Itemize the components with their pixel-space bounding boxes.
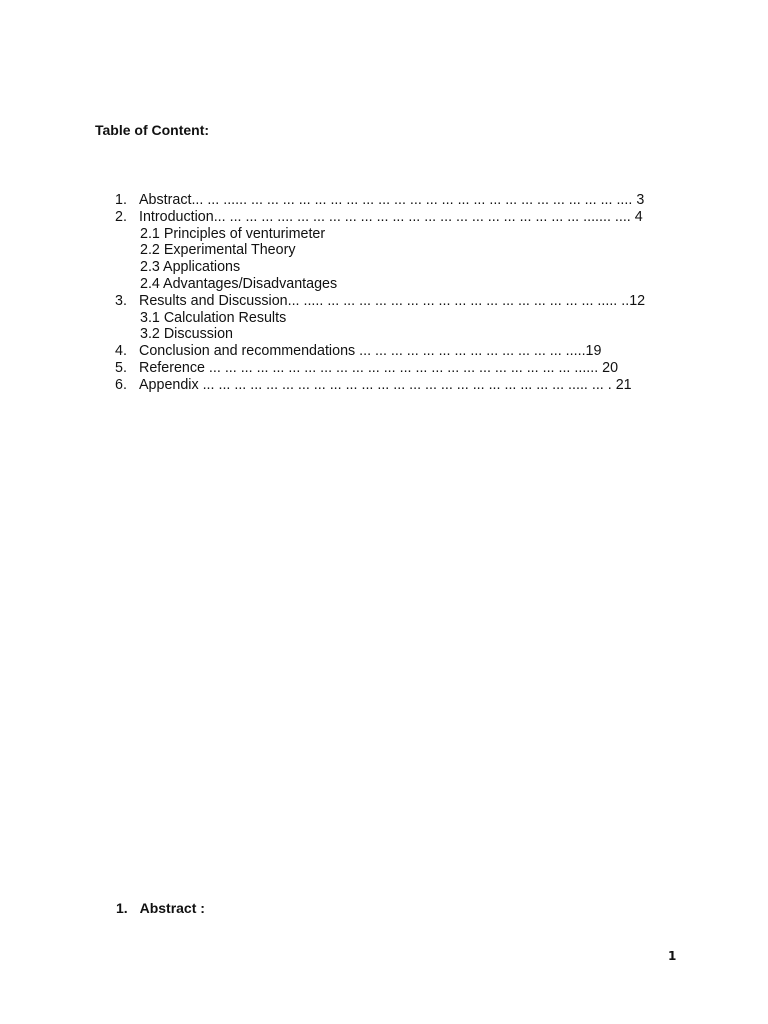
toc-subentry-text: 2.4 Advantages/Disadvantages (140, 275, 338, 292)
section-title: Abstract : (139, 900, 205, 916)
toc-entry-appendix (115, 377, 635, 394)
toc-entry-text: Reference ... ... ... ... ... ... ... ... ... ... ... ... ... ... ... ... ... ... ... ... ... ... ... ...... 20 (139, 359, 619, 376)
toc-entry-number: 2. (115, 208, 127, 225)
toc-entry-text: Abstract... ... ...... ... ... ... ... ... ... ... ... ... ... ... ... ... ... ... ... ... ... ... ... ... ... ... .... 3 (139, 192, 645, 208)
section-heading-abstract (116, 900, 205, 916)
toc-subentry (115, 226, 635, 243)
toc-subentry-text: 3.1 Calculation Results (140, 309, 287, 326)
toc-title: Table of Content: (95, 122, 210, 138)
toc-subentry (115, 310, 635, 327)
toc-subentry (115, 242, 635, 259)
toc-entry-results (115, 292, 646, 310)
toc-entry-text: Introduction... ... ... ... .... ... ... ... ... ... ... ... ... ... ... ... ... ... ... ... ... ... ... ....... .... 4 (139, 208, 643, 225)
toc-entry-reference (115, 360, 635, 377)
toc-entry-number: 4. (115, 343, 127, 360)
toc-subentry-text: 3.2 Discussion (140, 326, 233, 343)
toc-entry-number: 3. (115, 292, 127, 309)
toc-entry-number: 6. (115, 376, 127, 393)
toc-subentry (115, 276, 635, 293)
toc-subentry-text: 2.3 Applications (140, 259, 241, 276)
section-number: 1. (116, 900, 128, 916)
toc-subentry-text: 2.1 Principles of venturimeter (140, 225, 326, 242)
toc-subentry-text: 2.2 Experimental Theory (140, 242, 296, 259)
page-number: 1 (668, 949, 677, 963)
toc-entry-text: Conclusion and recommendations ... ... ... ... ... ... ... ... ... ... ... ... ... .....19 (139, 343, 602, 360)
toc-entry-introduction (115, 208, 643, 226)
toc-entry-number: 5. (115, 359, 127, 376)
toc-subentry (115, 326, 635, 343)
toc-entry-number: 1. (115, 192, 127, 208)
toc-entry-conclusion (115, 343, 635, 360)
toc-entry-text: Results and Discussion... ..... ... ... ... ... ... ... ... ... ... ... ... ... ... ... ... ... ... ..... ..12 (139, 292, 646, 309)
toc-list (115, 192, 646, 394)
toc-subentry (115, 259, 635, 276)
toc-entry-abstract (115, 192, 645, 209)
toc-entry-text: Appendix ... ... ... ... ... ... ... ... ... ... ... ... ... ... ... ... ... ... ... ... ... ... ... ..... ... . 21 (139, 376, 632, 393)
